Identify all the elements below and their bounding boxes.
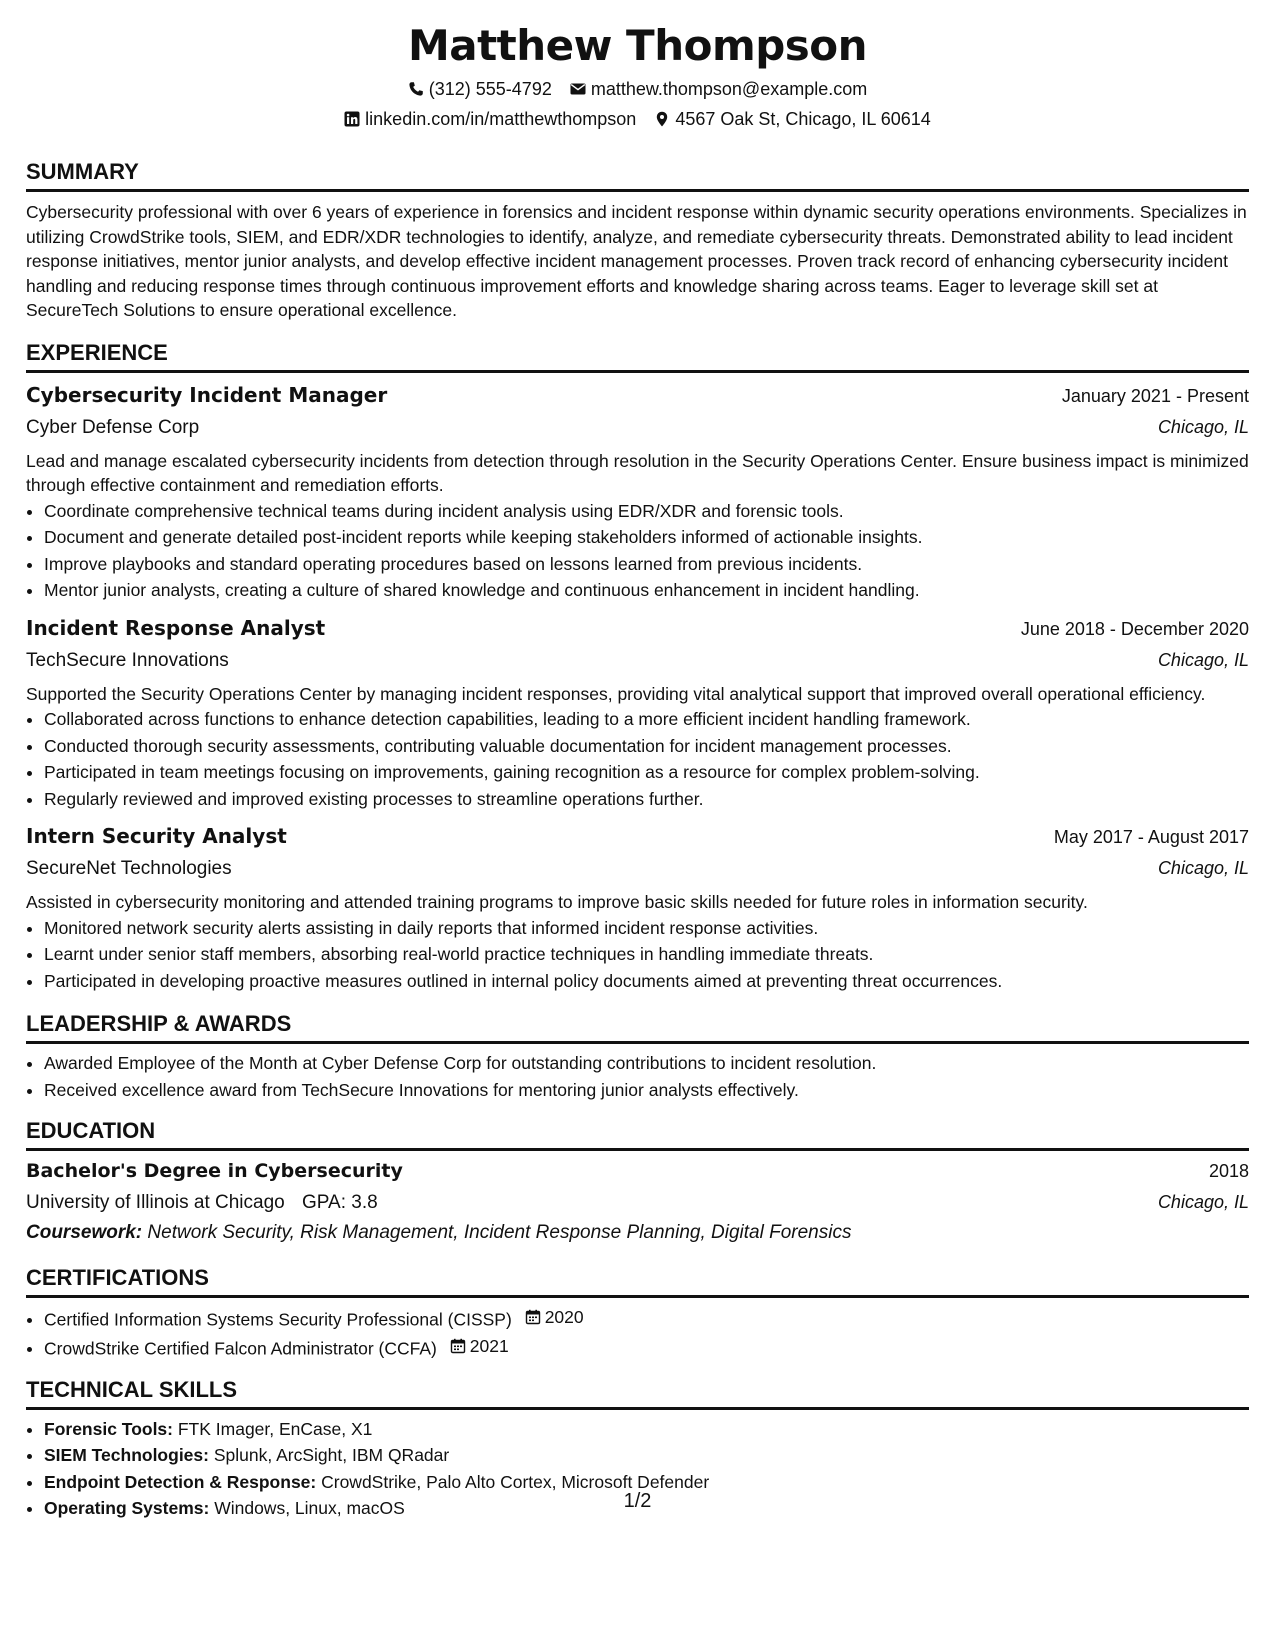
skill-label: SIEM Technologies: — [44, 1445, 214, 1465]
certification-name: CrowdStrike Certified Falcon Administrator (CCFA) — [44, 1338, 437, 1358]
certification-year: 2020 — [544, 1307, 584, 1327]
education-location: Chicago, IL — [1157, 1192, 1249, 1212]
job-entry — [26, 820, 1249, 994]
section-title-certifications: CERTIFICATIONS — [26, 1264, 1249, 1298]
degree-title: Bachelor's Degree in Cybersecurity — [26, 1160, 403, 1182]
leadership-section — [26, 1010, 1249, 1103]
skill-label: Endpoint Detection & Response: — [44, 1471, 322, 1492]
coursework-line — [26, 1218, 1249, 1248]
list-item — [44, 1333, 1249, 1362]
section-title-skills: TECHNICAL SKILLS — [26, 1376, 1249, 1410]
education-header-row — [26, 1155, 1249, 1187]
coursework-label: Coursework: — [26, 1222, 148, 1243]
linkedin-link[interactable]: linkedin.com/in/matthewthompson — [365, 109, 637, 129]
certification-year: 2021 — [469, 1335, 509, 1356]
school-line — [26, 1188, 378, 1218]
section-title-experience: EXPERIENCE — [26, 339, 1249, 373]
skill-value: Splunk, ArcSight, IBM QRadar — [213, 1445, 450, 1465]
section-title-education: EDUCATION — [26, 1117, 1249, 1151]
job-title: Intern Security Analyst — [26, 824, 287, 848]
certification-date — [450, 1333, 509, 1360]
list-item: • Learnt under senior staff members, absorbing real-world practice techniques in handling immediate threats. — [44, 941, 1249, 968]
job-company-row — [26, 412, 1249, 443]
list-item: • Collaborated across functions to enhance detection capabilities, leading to a more efficient incident handling framework. — [44, 706, 1249, 733]
page-number: 1/2 — [623, 1490, 652, 1512]
job-description: Assisted in cybersecurity monitoring and attended training programs to improve basic skills needed for future roles in information security. — [26, 892, 1088, 912]
list-item — [44, 1304, 1249, 1333]
education-school-row — [26, 1187, 1249, 1218]
coursework-text: Network Security, Risk Management, Incident Response Planning, Digital Forensics — [147, 1222, 852, 1243]
list-item: • Mentor junior analysts, creating a culture of shared knowledge and continuous enhancement in incident handling. — [44, 577, 1249, 604]
job-location: Chicago, IL — [1157, 858, 1249, 878]
skill-value: CrowdStrike, Palo Alto Cortex, Microsoft Defender — [321, 1471, 710, 1492]
phone-contact — [408, 74, 552, 104]
job-location: Chicago, IL — [1157, 416, 1249, 437]
skill-value: Windows, Linux, macOS — [214, 1498, 405, 1518]
list-item: • Participated in team meetings focusing on improvements, gaining recognition as a resource for complex problem-solving. — [44, 759, 1249, 786]
job-title: Incident Response Analyst — [26, 615, 326, 640]
candidate-name: Matthew Thompson — [407, 21, 868, 70]
list-item: • Received excellence award from TechSecure Innovations for mentoring junior analysts effectively. — [44, 1077, 1249, 1104]
education-year: 2018 — [1208, 1161, 1249, 1181]
email-link[interactable]: matthew.thompson@example.com — [590, 79, 868, 99]
job-company-row — [26, 853, 1249, 884]
experience-section — [26, 339, 1249, 995]
section-title-leadership: LEADERSHIP & AWARDS — [26, 1010, 1249, 1044]
email-contact[interactable] — [570, 74, 867, 104]
job-header-row — [26, 820, 1249, 853]
summary-text: Cybersecurity professional with over 6 years of experience in forensics and incident response within dynamic security operations environments. Specializes in utilizing CrowdStrike tools, SIEM, and EDR/XDR technologies to identify, analyze, and remediate cybersecurity threats. Demonstrated ability to lead incident response initiatives, mentor junior analysts, and develop effective incident management processes. Proven track record of enhancing cybersecurity incident handling and reducing response times through continuous improvement efforts and knowledge sharing across teams. Eager to leverage skill set at SecureTech Solutions to ensure operational excellence. — [26, 202, 1247, 320]
job-entry — [26, 612, 1249, 813]
job-description: Supported the Security Operations Center by managing incident responses, providing vital analytical support that improved overall operational efficiency. — [26, 683, 1206, 704]
job-header-row — [26, 379, 1249, 412]
map-pin-icon — [654, 111, 670, 127]
list-item: • Improve playbooks and standard operating procedures based on lessons learned from previous incidents. — [44, 551, 1249, 578]
list-item: • Conducted thorough security assessments, contributing valuable documentation for incident management processes. — [44, 733, 1249, 760]
section-title-summary: SUMMARY — [26, 158, 1249, 192]
list-item: • Awarded Employee of the Month at Cyber Defense Corp for outstanding contributions to incident resolution. — [44, 1050, 1249, 1077]
list-item — [44, 1442, 1249, 1469]
job-entry — [26, 379, 1249, 604]
job-company-row — [26, 645, 1249, 676]
education-section — [26, 1117, 1249, 1248]
job-header-row — [26, 612, 1249, 645]
job-location: Chicago, IL — [1157, 649, 1249, 670]
list-item: • Monitored network security alerts assisting in daily reports that informed incident response activities. — [44, 915, 1249, 942]
job-dates: May 2017 - August 2017 — [1053, 827, 1249, 847]
job-bullets — [26, 498, 1249, 604]
address-text: 4567 Oak St, Chicago, IL 60614 — [675, 109, 931, 129]
contact-row-2 — [26, 104, 1249, 134]
job-dates: June 2018 - December 2020 — [1020, 618, 1249, 639]
certifications-section — [26, 1264, 1249, 1362]
address-contact — [654, 104, 931, 134]
certifications-list — [26, 1304, 1249, 1362]
envelope-icon — [570, 81, 586, 97]
leadership-list — [26, 1050, 1249, 1103]
job-bullets — [26, 706, 1249, 812]
calendar-icon — [525, 1309, 541, 1325]
list-item: • Coordinate comprehensive technical teams during incident analysis using EDR/XDR and forensic tools. — [44, 498, 1249, 525]
skill-label: Operating Systems: — [44, 1498, 215, 1518]
school-name: University of Illinois at Chicago — [26, 1192, 285, 1213]
job-description: Lead and manage escalated cybersecurity incidents from detection through resolution in the Security Operations Center. Ensure business impact is minimized through effective containment and remediation efforts. — [26, 450, 1249, 495]
phone-icon — [408, 81, 424, 97]
list-item — [44, 1416, 1249, 1443]
job-company: Cyber Defense Corp — [26, 416, 200, 438]
job-title: Cybersecurity Incident Manager — [26, 382, 388, 407]
list-item: • Regularly reviewed and improved existing processes to streamline operations further. — [44, 786, 1249, 813]
job-company: SecureNet Technologies — [26, 858, 232, 879]
list-item: • Document and generate detailed post-incident reports while keeping stakeholders informed of actionable insights. — [44, 524, 1249, 551]
certification-date — [525, 1304, 584, 1331]
job-company: TechSecure Innovations — [26, 649, 229, 671]
skill-label: Forensic Tools: — [44, 1418, 178, 1439]
job-bullets — [26, 915, 1249, 995]
linkedin-contact[interactable] — [344, 104, 636, 134]
gpa: GPA: 3.8 — [302, 1192, 378, 1213]
certification-name: Certified Information Systems Security Professional (CISSP) — [44, 1309, 512, 1330]
phone-text: (312) 555-4792 — [428, 79, 552, 99]
list-item: • Participated in developing proactive measures outlined in internal policy documents aimed at preventing threat occurrences. — [44, 968, 1249, 995]
summary-section — [26, 158, 1249, 323]
contact-row-1 — [26, 74, 1249, 104]
job-dates: January 2021 - Present — [1061, 385, 1249, 406]
linkedin-icon — [344, 111, 360, 127]
calendar-icon — [450, 1338, 466, 1354]
skill-value: FTK Imager, EnCase, X1 — [177, 1418, 373, 1439]
